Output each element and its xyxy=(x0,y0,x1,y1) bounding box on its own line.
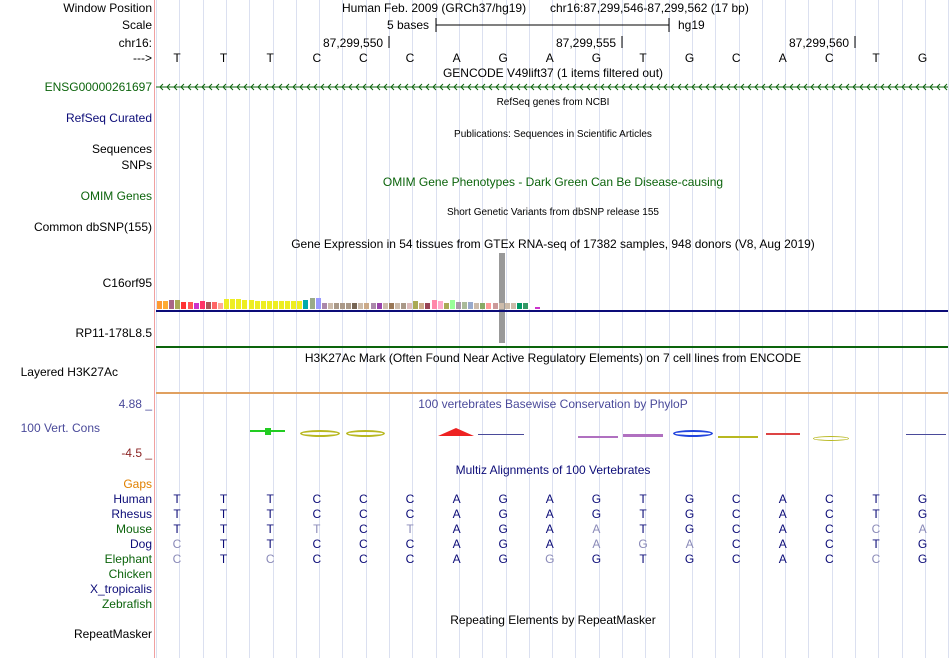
aligned-base: C xyxy=(731,522,741,536)
aligned-base: G xyxy=(498,537,508,551)
gtex-tissue-bar[interactable] xyxy=(462,302,467,309)
aligned-base: A xyxy=(778,537,787,551)
aligned-base: C xyxy=(359,507,368,521)
scale-text: 5 bases xyxy=(387,18,430,32)
gtex-tissue-bar[interactable] xyxy=(340,303,345,309)
aligned-base: A xyxy=(778,507,787,521)
aligned-base: T xyxy=(266,522,274,536)
gtex-tissue-bar[interactable] xyxy=(419,303,424,309)
aligned-base: C xyxy=(405,537,415,551)
aligned-base: G xyxy=(498,522,508,536)
aligned-base: C xyxy=(312,552,322,566)
aligned-base: C xyxy=(871,522,881,536)
aligned-base: C xyxy=(405,507,415,521)
aligned-base: T xyxy=(266,492,274,506)
aligned-base: G xyxy=(684,492,695,506)
aligned-base: A xyxy=(778,492,787,506)
aligned-base: A xyxy=(778,522,787,536)
gtex-tissue-bar[interactable] xyxy=(242,300,247,309)
ref-base: G xyxy=(917,51,928,65)
aligned-base: T xyxy=(173,492,181,506)
gtex-tissue-bar[interactable] xyxy=(169,300,174,309)
aligned-base: G xyxy=(917,552,928,566)
aligned-base: A xyxy=(545,537,554,551)
scale-label[interactable]: Scale xyxy=(121,18,152,32)
gtex-tissue-bar[interactable] xyxy=(218,303,223,309)
ruler-tick-2: 87,299,555 xyxy=(556,36,617,50)
cons-mark-11 xyxy=(813,436,849,441)
gaps-label[interactable]: Gaps xyxy=(123,477,152,491)
aligned-base: G xyxy=(498,492,508,506)
refseq-title: RefSeq genes from NCBI xyxy=(496,97,610,108)
species-label-dog[interactable]: Dog xyxy=(129,537,152,551)
cons-title: 100 vertebrates Basewise Conservation by PhyloP xyxy=(418,397,688,411)
ref-base: G xyxy=(498,51,508,65)
gtex-tissue-bar[interactable] xyxy=(267,301,272,309)
gtex-tissue-bar[interactable] xyxy=(364,303,369,309)
aligned-base: A xyxy=(592,537,601,551)
gtex-tissue-bar[interactable] xyxy=(163,301,168,309)
h3k27ac-label[interactable]: Layered H3K27Ac xyxy=(20,365,118,379)
multiz-title: Multiz Alignments of 100 Vertebrates xyxy=(455,463,651,477)
gtex-tissue-bar[interactable] xyxy=(188,302,193,309)
cons-mark-3 xyxy=(346,430,385,437)
aligned-base: T xyxy=(639,522,647,536)
aligned-base: A xyxy=(452,507,461,521)
gtex-tissue-bar[interactable] xyxy=(535,307,540,309)
aligned-base: T xyxy=(219,507,228,521)
aligned-base: C xyxy=(825,537,834,551)
aligned-base: C xyxy=(825,522,834,536)
gtex-tissue-bar[interactable] xyxy=(157,301,162,309)
dbsnp-label[interactable]: Common dbSNP(155) xyxy=(33,220,152,234)
aligned-base: T xyxy=(872,492,880,506)
cons-label[interactable]: 100 Vert. Cons xyxy=(20,421,100,435)
h3k27ac-title: H3K27Ac Mark (Often Found Near Active Regulatory Elements) on 7 cell lines from ENCODE xyxy=(304,351,802,365)
gtex-tissue-bar[interactable] xyxy=(517,303,522,309)
aligned-base: C xyxy=(731,552,741,566)
gtex-gene2-axis xyxy=(156,346,948,348)
gtex-tissue-bar[interactable] xyxy=(358,303,363,309)
aligned-base: C xyxy=(172,552,182,566)
cons-mark-8 xyxy=(673,430,713,437)
gtex-tissue-bar[interactable] xyxy=(480,303,485,309)
aligned-base: T xyxy=(173,507,181,521)
ref-base: C xyxy=(359,51,368,65)
cons-mark-2 xyxy=(300,430,340,437)
label-separator xyxy=(154,0,155,658)
aligned-base: G xyxy=(684,522,695,536)
gtex-tissue-bar[interactable] xyxy=(395,303,400,309)
aligned-base: C xyxy=(731,492,741,506)
cons-max-label: 4.88 _ xyxy=(118,397,152,411)
aligned-base: C xyxy=(359,492,368,506)
window-position-label[interactable]: Window Position xyxy=(63,1,152,15)
aligned-base: C xyxy=(172,537,182,551)
gtex-tissue-bar[interactable] xyxy=(291,301,296,309)
aligned-base: C xyxy=(359,522,368,536)
gtex-tissue-bar[interactable] xyxy=(389,303,394,309)
aligned-base: T xyxy=(173,522,181,536)
aligned-base: C xyxy=(871,552,881,566)
aligned-base: G xyxy=(917,507,928,521)
dbsnp-title: Short Genetic Variants from dbSNP release 155 xyxy=(447,207,659,218)
aligned-base: T xyxy=(219,492,228,506)
ref-base: C xyxy=(405,51,415,65)
gtex-gene1-axis xyxy=(156,310,948,312)
cons-mark-12 xyxy=(906,434,946,435)
aligned-base: C xyxy=(825,507,834,521)
ref-base: C xyxy=(312,51,322,65)
aligned-base: C xyxy=(312,507,322,521)
repeatmasker-title: Repeating Elements by RepeatMasker xyxy=(450,613,656,627)
species-label-zebrafish[interactable]: Zebrafish xyxy=(101,597,152,611)
gtex-tissue-bar[interactable] xyxy=(438,301,443,309)
cons-mark-1b xyxy=(265,428,271,435)
position-text: chr16:87,299,546-87,299,562 (17 bp) xyxy=(550,1,749,15)
gtex-tissue-bar[interactable] xyxy=(175,300,180,309)
aligned-base: G xyxy=(591,507,602,521)
aligned-base: A xyxy=(545,522,554,536)
species-label-rhesus[interactable]: Rhesus xyxy=(111,507,152,521)
aligned-base: C xyxy=(731,507,741,521)
ruler-tick-1: 87,299,550 xyxy=(323,36,384,50)
gtex-tissue-bar[interactable] xyxy=(255,301,260,309)
aligned-base: A xyxy=(592,522,601,536)
aligned-base: C xyxy=(359,552,368,566)
ref-base: T xyxy=(219,51,228,65)
aligned-base: G xyxy=(591,492,602,506)
gtex-tissue-bar[interactable] xyxy=(413,301,418,309)
aligned-base: T xyxy=(639,507,647,521)
gtex-tissue-bar[interactable] xyxy=(279,301,284,309)
aligned-base: G xyxy=(591,552,602,566)
gencode-gene-label[interactable]: ENSG00000261697 xyxy=(44,80,152,94)
aligned-base: A xyxy=(545,507,554,521)
gtex-tissue-bar[interactable] xyxy=(303,300,308,309)
publications-title: Publications: Sequences in Scientific Articles xyxy=(454,129,652,140)
species-label-x_tropicalis[interactable]: X_tropicalis xyxy=(89,582,152,596)
gtex-tissue-bar[interactable] xyxy=(316,298,321,309)
h3k27ac-baseline xyxy=(156,392,948,394)
aligned-base: C xyxy=(359,537,368,551)
ref-base: A xyxy=(545,51,554,65)
aligned-base: A xyxy=(918,522,927,536)
gtex-tissue-bar[interactable] xyxy=(474,303,479,309)
cons-mark-7 xyxy=(623,434,663,437)
species-label-elephant[interactable]: Elephant xyxy=(104,552,152,566)
gtex-tissue-bar[interactable] xyxy=(511,303,516,309)
assembly-text: Human Feb. 2009 (GRCh37/hg19) xyxy=(342,1,527,15)
gtex-tissue-bar[interactable] xyxy=(444,303,449,309)
scale-db: hg19 xyxy=(678,18,705,32)
ref-base: T xyxy=(266,51,274,65)
gtex-tissue-bar[interactable] xyxy=(230,299,235,309)
aligned-base: G xyxy=(545,552,555,566)
gtex-tissue-bar[interactable] xyxy=(377,303,382,309)
gtex-tissue-bar[interactable] xyxy=(181,302,186,309)
gtex-tissue-bar[interactable] xyxy=(285,301,290,309)
omim-label[interactable]: OMIM Genes xyxy=(80,189,152,203)
publications-label[interactable]: Sequences xyxy=(91,142,152,156)
gtex-tissue-bar[interactable] xyxy=(206,302,211,309)
ruler-tick-3: 87,299,560 xyxy=(789,36,850,50)
aligned-base: C xyxy=(825,492,834,506)
ref-base: T xyxy=(639,51,647,65)
gtex-tissue-bar[interactable] xyxy=(352,303,357,309)
aligned-base: C xyxy=(312,492,322,506)
gtex-title: Gene Expression in 54 tissues from GTEx RNA-seq of 17382 samples, 948 donors (V8, Aug 2019) xyxy=(291,237,815,251)
ref-base: T xyxy=(173,51,181,65)
aligned-base: G xyxy=(498,552,508,566)
aligned-base: G xyxy=(638,537,648,551)
cons-mark-5 xyxy=(478,434,524,435)
aligned-base: T xyxy=(639,552,647,566)
aligned-base: A xyxy=(545,492,554,506)
aligned-base: G xyxy=(917,537,928,551)
gtex-tissue-bar[interactable] xyxy=(425,303,430,309)
gtex-tissue-bar[interactable] xyxy=(450,300,455,309)
aligned-base: A xyxy=(452,537,461,551)
strand-arrow-label[interactable]: ---> xyxy=(133,51,152,65)
gtex-tissue-bar[interactable] xyxy=(371,303,376,309)
aligned-base: A xyxy=(778,552,787,566)
ref-base: G xyxy=(684,51,695,65)
omim-title: OMIM Gene Phenotypes - Dark Green Can Be Disease-causing xyxy=(382,175,724,189)
aligned-base: G xyxy=(684,507,695,521)
aligned-base: T xyxy=(639,492,647,506)
gtex-tissue-bar[interactable] xyxy=(505,303,510,309)
gtex-tissue-bar[interactable] xyxy=(212,302,217,309)
gtex-tissue-bar[interactable] xyxy=(383,303,388,309)
aligned-base: T xyxy=(872,537,880,551)
aligned-base: C xyxy=(825,552,834,566)
gtex-tissue-bar[interactable] xyxy=(499,303,504,309)
aligned-base: T xyxy=(219,552,228,566)
gtex-tissue-bar[interactable] xyxy=(322,303,327,309)
gtex-tissue-bar[interactable] xyxy=(493,303,498,309)
aligned-base: T xyxy=(219,522,228,536)
aligned-base: C xyxy=(312,537,322,551)
gtex-gene1-label[interactable]: C16orf95 xyxy=(102,276,152,290)
gtex-tissue-bar[interactable] xyxy=(486,303,491,309)
gtex-tissue-bar[interactable] xyxy=(261,301,266,309)
gtex-tissue-bar[interactable] xyxy=(432,300,437,309)
aligned-base: T xyxy=(219,537,228,551)
aligned-base: A xyxy=(452,522,461,536)
gtex-tissue-bar[interactable] xyxy=(523,303,528,309)
species-label-human[interactable]: Human xyxy=(113,492,152,506)
aligned-base: A xyxy=(452,552,461,566)
cons-mark-10 xyxy=(766,433,800,435)
gtex-tissue-bar[interactable] xyxy=(328,303,333,309)
gtex-tissue-bar[interactable] xyxy=(297,301,302,309)
ref-base: T xyxy=(872,51,880,65)
gtex-tissue-bar[interactable] xyxy=(401,303,406,309)
gtex-tissue-bar[interactable] xyxy=(456,302,461,309)
cons-mark-4 xyxy=(438,427,474,437)
ref-base: G xyxy=(591,51,602,65)
gtex-tissue-bar[interactable] xyxy=(200,301,205,309)
gtex-tissue-bar[interactable] xyxy=(249,300,254,309)
gtex-highlight xyxy=(499,253,505,343)
gtex-tissue-bar[interactable] xyxy=(529,303,534,309)
aligned-base: T xyxy=(266,537,274,551)
gtex-tissue-bar[interactable] xyxy=(468,302,473,309)
gtex-panel xyxy=(156,253,948,348)
gtex-tissue-bar[interactable] xyxy=(407,303,412,309)
chrom-label[interactable]: chr16: xyxy=(118,36,152,50)
aligned-base: T xyxy=(313,522,321,536)
aligned-base: G xyxy=(498,507,508,521)
aligned-base: T xyxy=(266,507,274,521)
ref-base: C xyxy=(731,51,741,65)
gtex-tissue-bar[interactable] xyxy=(346,303,351,309)
gencode-title: GENCODE V49lift37 (1 items filtered out) xyxy=(442,66,664,80)
cons-mark-9 xyxy=(718,436,758,438)
aligned-base: C xyxy=(731,537,741,551)
gtex-tissue-bar[interactable] xyxy=(310,298,315,309)
aligned-base: A xyxy=(452,492,461,506)
gtex-tissue-bar[interactable] xyxy=(194,303,199,309)
scale-bar xyxy=(0,0,950,70)
aligned-base: T xyxy=(872,507,880,521)
aligned-base: C xyxy=(405,552,415,566)
cons-min-label: -4.5 _ xyxy=(121,446,152,460)
refseq-label[interactable]: RefSeq Curated xyxy=(65,111,152,125)
gtex-tissue-bar[interactable] xyxy=(334,303,339,309)
ref-base: A xyxy=(452,51,461,65)
aligned-base: G xyxy=(917,492,928,506)
gencode-gene-line[interactable] xyxy=(156,82,948,92)
snps-label[interactable]: SNPs xyxy=(121,158,152,172)
cons-mark-6 xyxy=(578,436,618,438)
species-label-mouse[interactable]: Mouse xyxy=(115,522,152,536)
gtex-gene2-label[interactable]: RP11-178L8.5 xyxy=(75,326,152,340)
ref-base: A xyxy=(778,51,787,65)
repeatmasker-label[interactable]: RepeatMasker xyxy=(73,627,152,641)
aligned-base: A xyxy=(685,537,694,551)
species-label-chicken[interactable]: Chicken xyxy=(108,567,152,581)
gtex-tissue-bar[interactable] xyxy=(273,301,278,309)
gtex-tissue-bar[interactable] xyxy=(224,299,229,309)
aligned-base: T xyxy=(406,522,414,536)
aligned-base: C xyxy=(265,552,275,566)
ref-base: C xyxy=(825,51,834,65)
gtex-tissue-bar[interactable] xyxy=(236,299,241,309)
aligned-base: G xyxy=(684,552,695,566)
aligned-base: C xyxy=(405,492,415,506)
